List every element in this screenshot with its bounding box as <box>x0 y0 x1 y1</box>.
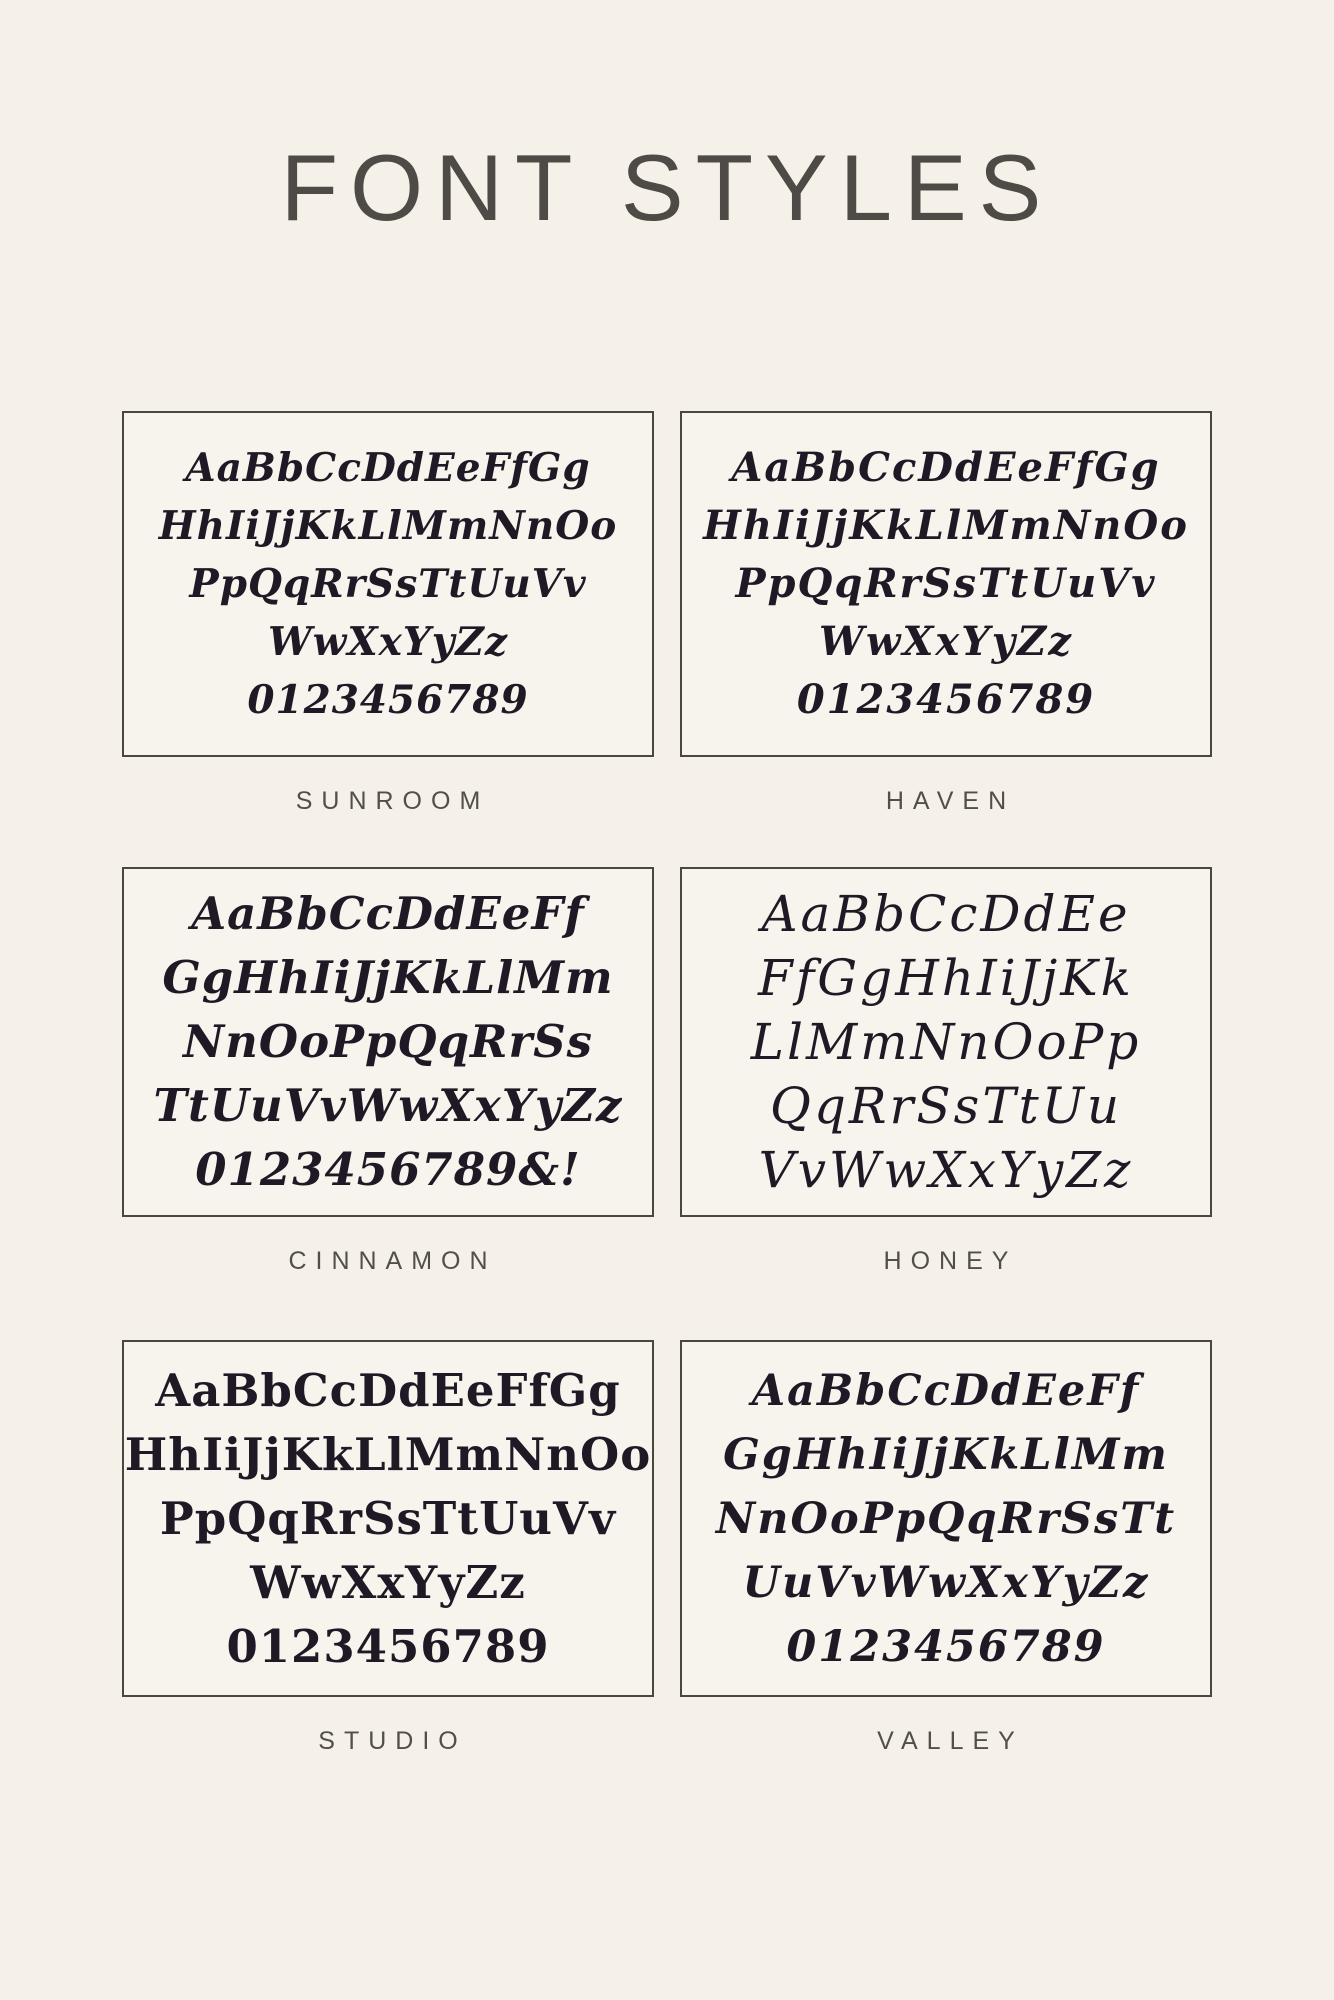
specimen-line: AaBbCcDdEeFf <box>751 1365 1141 1416</box>
font-specimen-box <box>680 411 1212 757</box>
specimen-line: AaBbCcDdEeFf <box>191 887 585 940</box>
font-name-label: SUNROOM <box>295 787 490 815</box>
specimen-line: WwXxYyZz <box>819 618 1073 665</box>
font-specimen-box <box>680 867 1212 1217</box>
specimen-line: AaBbCcDdEeFfGg <box>185 445 591 491</box>
specimen-line: HhIiJjKkLlMmNnOo <box>124 1427 652 1481</box>
specimen-line: 0123456789 <box>786 1621 1106 1672</box>
font-specimen-box <box>122 1340 654 1697</box>
specimen-line: PpQqRrSsTtUuVv <box>159 1491 617 1545</box>
font-card-honey <box>680 867 1212 1276</box>
specimen-line: AaBbCcDdEeFfGg <box>155 1363 621 1417</box>
specimen-line: NnOoPpQqRrSs <box>183 1015 593 1068</box>
specimen-line: WwXxYyZz <box>250 1555 526 1609</box>
specimen-line: NnOoPpQqRrSsTt <box>715 1493 1177 1544</box>
specimen-line: FfGgHhIiJjKk <box>758 949 1134 1007</box>
specimen-line: LlMmNnOoPp <box>750 1013 1142 1071</box>
specimen-line: GgHhIiJjKkLlMm <box>162 951 614 1004</box>
specimen-line: WwXxYyZz <box>267 619 508 665</box>
font-card-studio <box>122 1340 654 1756</box>
specimen-line: AaBbCcDdEe <box>761 885 1131 943</box>
specimen-line: QqRrSsTtUu <box>769 1077 1123 1135</box>
font-specimen-box <box>122 411 654 757</box>
specimen-line: 0123456789&! <box>195 1143 581 1196</box>
specimen-line: HhIiJjKkLlMmNnOo <box>158 503 618 549</box>
specimen-line: VvWwXxYyZz <box>758 1141 1134 1199</box>
font-name-label: HAVEN <box>885 787 1016 815</box>
specimen-line: AaBbCcDdEeFfGg <box>731 444 1161 491</box>
specimen-line: GgHhIiJjKkLlMm <box>723 1429 1169 1480</box>
page-title: FONT STYLES <box>280 135 1054 240</box>
font-name-label: VALLEY <box>877 1727 1024 1755</box>
specimen-line: 0123456789 <box>226 1619 550 1673</box>
font-card-haven <box>680 411 1212 816</box>
font-specimen-box <box>122 867 654 1217</box>
font-card-sunroom <box>122 411 654 816</box>
font-card-valley <box>680 1340 1212 1756</box>
specimen-line: PpQqRrSsTtUuVv <box>735 560 1157 607</box>
specimen-line: UuVvWwXxYyZz <box>742 1557 1150 1608</box>
specimen-line: 0123456789 <box>247 677 529 723</box>
font-card-cinnamon <box>122 867 654 1276</box>
specimen-line: TtUuVvWwXxYyZz <box>153 1079 623 1132</box>
font-name-label: STUDIO <box>318 1727 467 1755</box>
font-name-label: CINNAMON <box>288 1247 497 1275</box>
font-specimen-box <box>680 1340 1212 1697</box>
specimen-line: HhIiJjKkLlMmNnOo <box>703 502 1189 549</box>
specimen-line: 0123456789 <box>796 676 1096 723</box>
specimen-line: PpQqRrSsTtUuVv <box>189 561 587 607</box>
font-name-label: HONEY <box>883 1247 1018 1275</box>
